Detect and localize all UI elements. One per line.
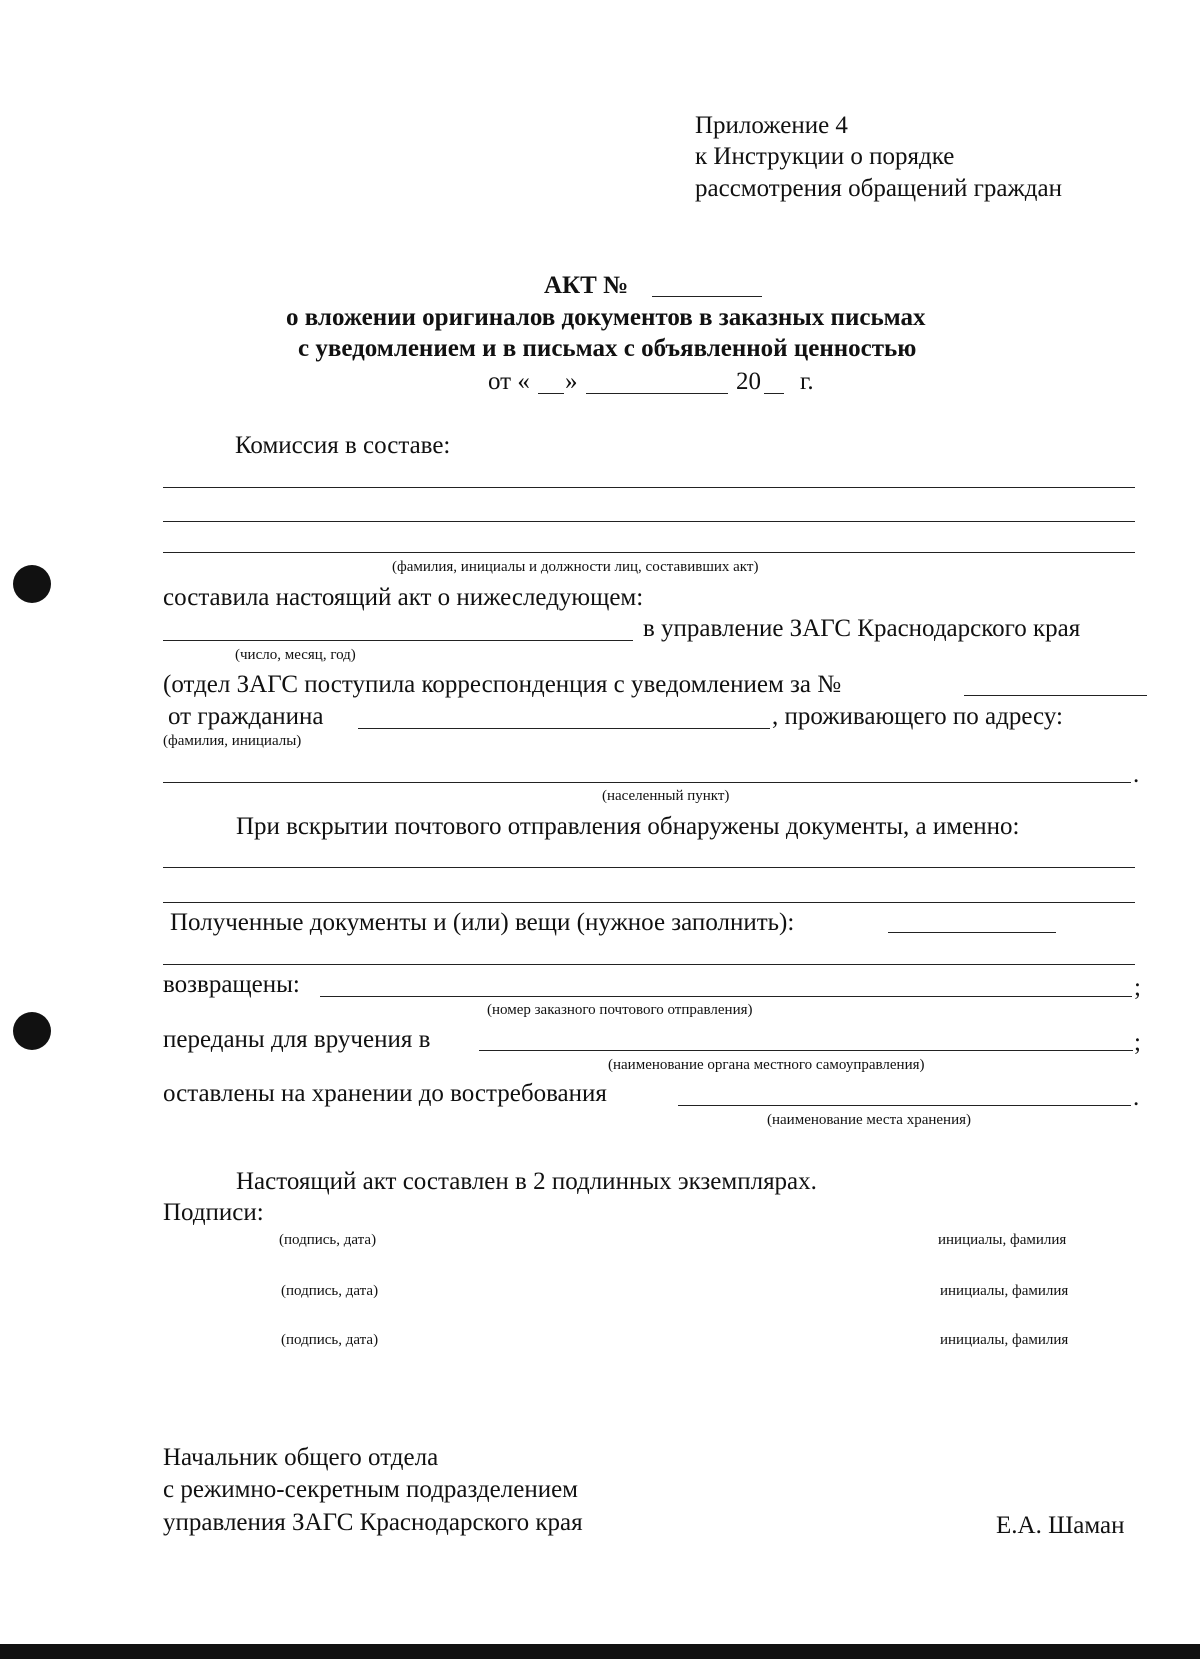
- address-blank[interactable]: [163, 782, 1131, 783]
- transferred-blank[interactable]: [479, 1050, 1133, 1051]
- date-month-blank[interactable]: [586, 393, 728, 394]
- signature-right-3: инициалы, фамилия: [940, 1332, 1069, 1348]
- title-line-2: о вложении оригиналов документов в заказных письмах: [286, 304, 926, 331]
- signature-right-1: инициалы, фамилия: [938, 1232, 1067, 1248]
- signature-left-1: (подпись, дата): [279, 1232, 377, 1248]
- punch-hole-bottom: [13, 1012, 51, 1050]
- date-day-blank[interactable]: [538, 393, 564, 394]
- transferred-semicolon: ;: [1134, 1029, 1141, 1056]
- receipt-date-blank[interactable]: [163, 640, 633, 641]
- title-line-3: с уведомлением и в письмах с объявленной ценностью: [298, 335, 917, 362]
- hint-storage: (наименование места хранения): [767, 1112, 972, 1128]
- signatures-label: Подписи:: [163, 1199, 264, 1226]
- signature-left-3: (подпись, дата): [281, 1332, 379, 1348]
- appendix-line-3: рассмотрения обращений граждан: [695, 175, 1062, 202]
- hint-locality: (населенный пункт): [602, 788, 730, 804]
- date-prefix: от «: [488, 368, 530, 395]
- composed-text: составила настоящий акт о нижеследующем:: [163, 584, 644, 611]
- stored-blank[interactable]: [678, 1105, 1131, 1106]
- hint-name: (фамилия, инициалы): [163, 733, 302, 749]
- opening-text: При вскрытии почтового отправления обнаружены документы, а именно:: [236, 813, 1020, 840]
- act-number-blank[interactable]: [652, 296, 762, 297]
- received-line-2[interactable]: [163, 964, 1135, 965]
- address-period: .: [1133, 761, 1140, 788]
- date-year-blank[interactable]: [764, 393, 784, 394]
- commission-line-1[interactable]: [163, 487, 1135, 488]
- date-year: 20: [736, 368, 761, 395]
- commission-line-2[interactable]: [163, 521, 1135, 522]
- commission-line-3[interactable]: [163, 552, 1135, 553]
- appendix-line-2: к Инструкции о порядке: [695, 143, 955, 170]
- returned-label: возвращены:: [163, 971, 300, 998]
- correspondence-number-blank[interactable]: [964, 695, 1147, 696]
- appendix-line-1: Приложение 4: [695, 112, 848, 139]
- received-text: Полученные документы и (или) вещи (нужное заполнить):: [170, 909, 795, 936]
- returned-blank[interactable]: [320, 996, 1132, 997]
- received-blank[interactable]: [888, 932, 1056, 933]
- position-line-1: Начальник общего отдела: [163, 1444, 439, 1471]
- citizen-name-blank[interactable]: [358, 728, 770, 729]
- stored-period: .: [1133, 1084, 1140, 1111]
- documents-line-1[interactable]: [163, 867, 1135, 868]
- correspondence-text: (отдел ЗАГС поступила корреспонденция с уведомлением за №: [163, 671, 842, 698]
- signature-left-2: (подпись, дата): [281, 1283, 379, 1299]
- hint-date: (число, месяц, год): [235, 647, 356, 663]
- date-close: »: [565, 368, 578, 395]
- returned-semicolon: ;: [1134, 974, 1141, 1001]
- documents-line-2[interactable]: [163, 902, 1135, 903]
- position-line-3: управления ЗАГС Краснодарского края: [163, 1509, 583, 1536]
- copies-text: Настоящий акт составлен в 2 подлинных экземплярах.: [236, 1168, 817, 1195]
- signer-name: Е.А. Шаман: [996, 1512, 1125, 1539]
- position-line-2: с режимно-секретным подразделением: [163, 1476, 578, 1503]
- transferred-label: переданы для вручения в: [163, 1026, 431, 1053]
- scan-bottom-edge: [0, 1644, 1200, 1659]
- date-year-suffix: г.: [800, 368, 814, 395]
- commission-label: Комиссия в составе:: [235, 432, 451, 459]
- signature-right-2: инициалы, фамилия: [940, 1283, 1069, 1299]
- to-zags-text: в управление ЗАГС Краснодарского края: [643, 615, 1081, 642]
- residing-text: , проживающего по адресу:: [772, 703, 1063, 730]
- hint-commission: (фамилия, инициалы и должности лиц, составивших акт): [392, 559, 759, 575]
- from-citizen-text: от гражданина: [168, 703, 324, 730]
- title-act-number: АКТ №: [544, 272, 629, 299]
- stored-label: оставлены на хранении до востребования: [163, 1080, 607, 1107]
- hint-local-gov: (наименование органа местного самоуправления): [608, 1057, 925, 1073]
- punch-hole-top: [13, 565, 51, 603]
- hint-mail-number: (номер заказного почтового отправления): [487, 1002, 753, 1018]
